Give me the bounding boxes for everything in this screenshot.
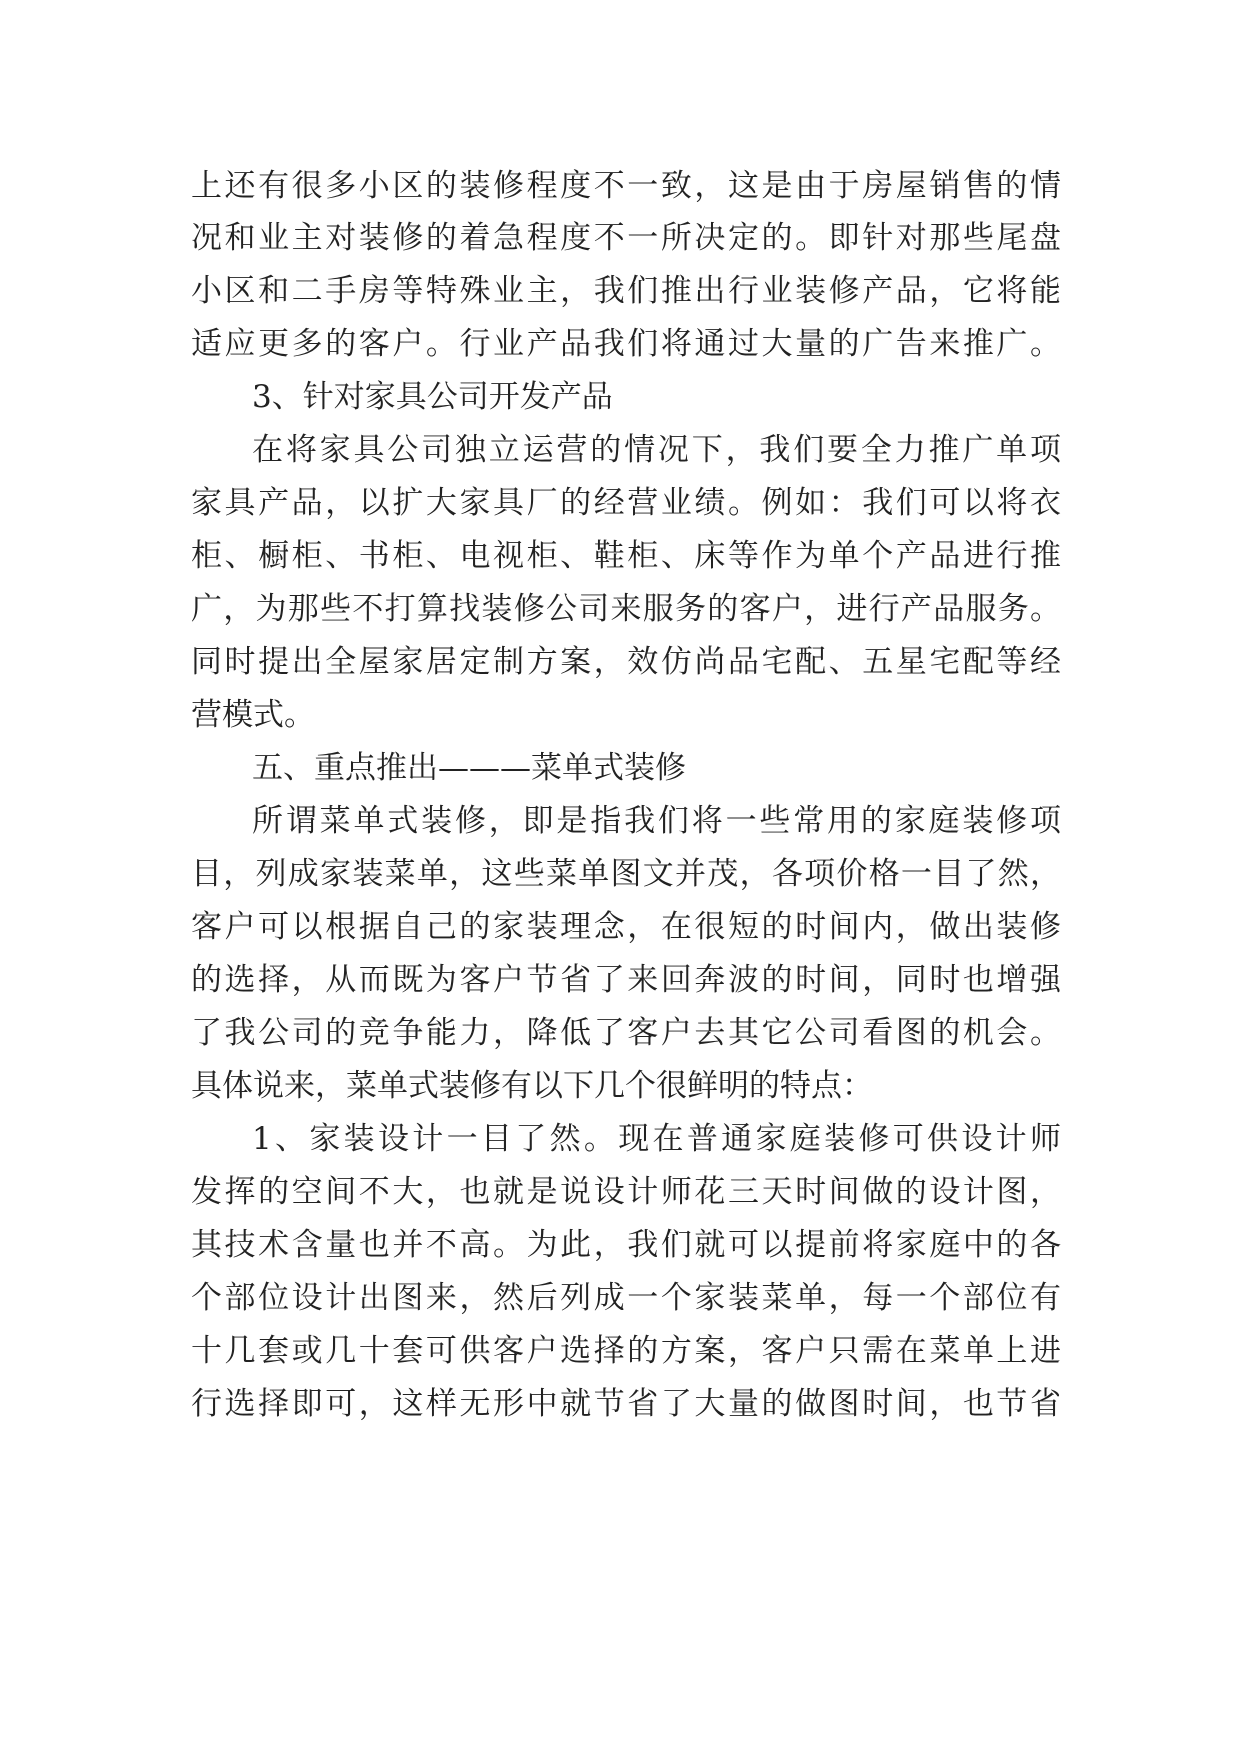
paragraph-start-line: 1、家装设计一目了然。现在普通家庭装修可供设计师 [252,1121,1061,1157]
text-line: 客户可以根据自己的家装理念，在很短的时间内，做出装修 [191,909,1061,945]
text-line: 同时提出全屋家居定制方案，效仿尚品宅配、五星宅配等经 [191,644,1061,680]
paragraph-start-line: 所谓菜单式装修，即是指我们将一些常用的家庭装修项 [252,803,1061,839]
paragraph-start-line: 在将家具公司独立运营的情况下，我们要全力推广单项 [252,432,1061,468]
text-line: 具体说来，菜单式装修有以下几个很鲜明的特点： [191,1068,873,1104]
text-line: 营模式。 [191,697,315,733]
text-line: 上还有很多小区的装修程度不一致，这是由于房屋销售的情 [191,168,1061,204]
text-line: 目，列成家装菜单，这些菜单图文并茂，各项价格一目了然， [191,856,1061,892]
text-line: 广，为那些不打算找装修公司来服务的客户，进行产品服务。 [191,591,1061,627]
text-line: 发挥的空间不大，也就是说设计师花三天时间做的设计图， [191,1174,1061,1210]
text-line: 其技术含量也并不高。为此，我们就可以提前将家庭中的各 [191,1227,1061,1263]
text-line: 小区和二手房等特殊业主，我们推出行业装修产品，它将能 [191,273,1061,309]
text-line: 行选择即可，这样无形中就节省了大量的做图时间，也节省 [191,1386,1061,1422]
text-line: 况和业主对装修的着急程度不一所决定的。即针对那些尾盘 [191,220,1061,256]
section-heading: 3、针对家具公司开发产品 [252,379,613,415]
text-line: 适应更多的客户。行业产品我们将通过大量的广告来推广。 [191,326,1061,362]
section-heading: 五、重点推出———菜单式装修 [252,750,686,786]
text-line: 的选择，从而既为客户节省了来回奔波的时间，同时也增强 [191,962,1061,998]
text-line: 十几套或几十套可供客户选择的方案，客户只需在菜单上进 [191,1333,1061,1369]
text-line: 个部位设计出图来，然后列成一个家装菜单，每一个部位有 [191,1280,1061,1316]
text-line: 家具产品，以扩大家具厂的经营业绩。例如：我们可以将衣 [191,485,1061,521]
text-line: 柜、橱柜、书柜、电视柜、鞋柜、床等作为单个产品进行推 [191,538,1061,574]
text-line: 了我公司的竞争能力，降低了客户去其它公司看图的机会。 [191,1015,1061,1051]
